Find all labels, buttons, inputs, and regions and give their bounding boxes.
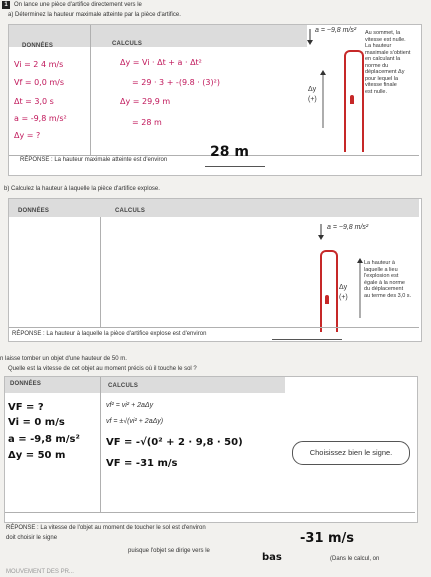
plus-sign-b: (+)	[339, 294, 348, 301]
page-footer: MOUVEMENT DES PR...	[6, 569, 74, 575]
note-a-line-7: déplacement Δy	[365, 69, 405, 75]
hw-donnees-a-4: a = -9,8 m/s²	[14, 114, 67, 123]
delta-y-arrow-a	[318, 70, 328, 130]
answer-a-label: RÉPONSE : La hauteur maximale atteinte est d'environ	[20, 157, 168, 163]
note-b-line-6: au terme des 3,0 s.	[364, 292, 412, 299]
sign-callout: Choisissez bien le signe.	[292, 441, 410, 465]
answer-c-value2: bas	[262, 552, 282, 563]
task-a-title: a) Déterminez la hauteur maximale atteinte par la pièce d'artifice.	[8, 12, 181, 18]
hw-donnees-c-2: Vi = 0 m/s	[8, 417, 65, 428]
section-b-column-divider	[100, 217, 101, 327]
answer-b-divider	[9, 327, 419, 328]
delta-y-label-a: Δy	[308, 86, 317, 93]
accel-label-a: a = −9,8 m/s²	[315, 27, 357, 34]
answer-c-line2b: puisque l'objet se dirige vers le	[128, 548, 210, 554]
task-c-intro: n laisse tomber un objet d'une hauteur de 50 m.	[0, 356, 127, 362]
accel-arrow-b	[317, 223, 325, 241]
task-c-question: Quelle est la vitesse de cet objet au moment précis où il touche le sol ?	[8, 366, 197, 372]
hw-calculs-a-1: Δy = Vi · Δt + a · Δt²	[120, 58, 202, 67]
firework-icon-b	[325, 295, 329, 304]
plus-sign-a: (+)	[308, 96, 317, 103]
section-b-header-band	[9, 199, 419, 217]
note-a-line-1: Au sommet, la	[365, 30, 401, 36]
note-a-line-2: vitesse est nulle.	[365, 36, 406, 43]
note-b-line-1: La hauteur à	[364, 260, 395, 266]
answer-b-blank	[272, 339, 342, 340]
answer-c-line2a: doit choisir le signe	[6, 535, 58, 541]
hw-donnees-c-4: Δy = 50 m	[8, 450, 66, 461]
note-a-line-10: est nulle.	[365, 88, 388, 95]
launch-tube-a	[344, 50, 364, 152]
hw-donnees-a-5: Δy = ?	[14, 131, 41, 140]
hw-calculs-c-1: VF = -√(0² + 2 · 9,8 · 50)	[106, 437, 243, 448]
exercise-number-badge: 1	[2, 1, 10, 9]
section-c-calculs-header: CALCULS	[108, 383, 139, 389]
exercise-intro: On lance une pièce d'artifice directement vers le	[14, 2, 142, 8]
section-b-donnees-header: DONNÉES	[18, 208, 50, 214]
accel-arrow-a	[306, 28, 314, 46]
section-c-header-band	[5, 377, 285, 393]
section-a-donnees-header: DONNÉES	[22, 43, 54, 49]
formula-c-1: vf² = vi² + 2aΔy	[106, 402, 154, 409]
hw-calculs-c-2: VF = -31 m/s	[106, 458, 178, 469]
section-b-calculs-header: CALCULS	[115, 208, 146, 214]
hw-calculs-a-4: = 28 m	[132, 118, 162, 127]
hw-calculs-a-3: Δy = 29,9 m	[120, 97, 171, 106]
section-a-header-band	[9, 25, 307, 47]
accel-label-b: a = −9,8 m/s²	[327, 224, 369, 231]
hw-calculs-a-2: = 29 · 3 + -(9.8 · (3)²)	[132, 78, 220, 87]
hw-donnees-c-1: VF = ?	[8, 402, 44, 413]
answer-c-line1: RÉPONSE : La vitesse de l'objet au moment de toucher le sol est d'environ	[6, 525, 206, 531]
section-c-column-divider	[100, 377, 101, 512]
hw-donnees-c-3: a = -9,8 m/s²	[8, 434, 80, 445]
note-b-line-5: du déplacement	[364, 286, 404, 292]
task-b-title: b) Calculez la hauteur à laquelle la pièce d'artifice explose.	[4, 186, 160, 192]
note-a-line-9: vitesse finale	[365, 82, 397, 88]
note-b-line-2: laquelle a lieu	[364, 266, 398, 273]
note-b-line-4: égale à la norme	[364, 279, 405, 286]
section-c-donnees-header: DONNÉES	[10, 381, 42, 387]
note-a-line-5: en calculant la	[365, 56, 401, 62]
section-a-column-divider	[90, 25, 91, 155]
diagram-note-b	[364, 260, 422, 299]
answer-a-blank	[205, 166, 265, 167]
answer-c-divider	[5, 512, 415, 513]
note-a-line-3: La hauteur	[365, 43, 392, 49]
note-a-line-8: pour lequel la	[365, 75, 399, 82]
hw-donnees-a-1: Vi = 2 4 m/s	[14, 60, 64, 69]
diagram-note-a	[365, 30, 420, 95]
firework-icon-a	[350, 95, 354, 104]
answer-b-label: RÉPONSE : La hauteur à laquelle la pièce d'artifice explose est d'environ	[12, 331, 207, 337]
note-b-line-3: l'explosion est	[364, 273, 399, 279]
hw-donnees-a-2: Vf = 0,0 m/s	[14, 78, 64, 87]
section-a-calculs-header: CALCULS	[112, 41, 143, 47]
launch-tube-b	[320, 250, 338, 332]
note-a-line-6: norme du	[365, 62, 389, 69]
hw-donnees-a-3: Δt = 3,0 s	[14, 97, 54, 106]
formula-c-2: vf = ±√(vi² + 2aΔy)	[106, 418, 164, 425]
answer-c-line2c: (Dans le calcul, on	[330, 556, 380, 562]
answer-c-value: -31 m/s	[300, 531, 355, 546]
note-a-line-4: maximale s'obtient	[365, 49, 411, 56]
answer-a-value: 28 m	[210, 144, 249, 160]
delta-y-label-b: Δy	[339, 284, 348, 291]
